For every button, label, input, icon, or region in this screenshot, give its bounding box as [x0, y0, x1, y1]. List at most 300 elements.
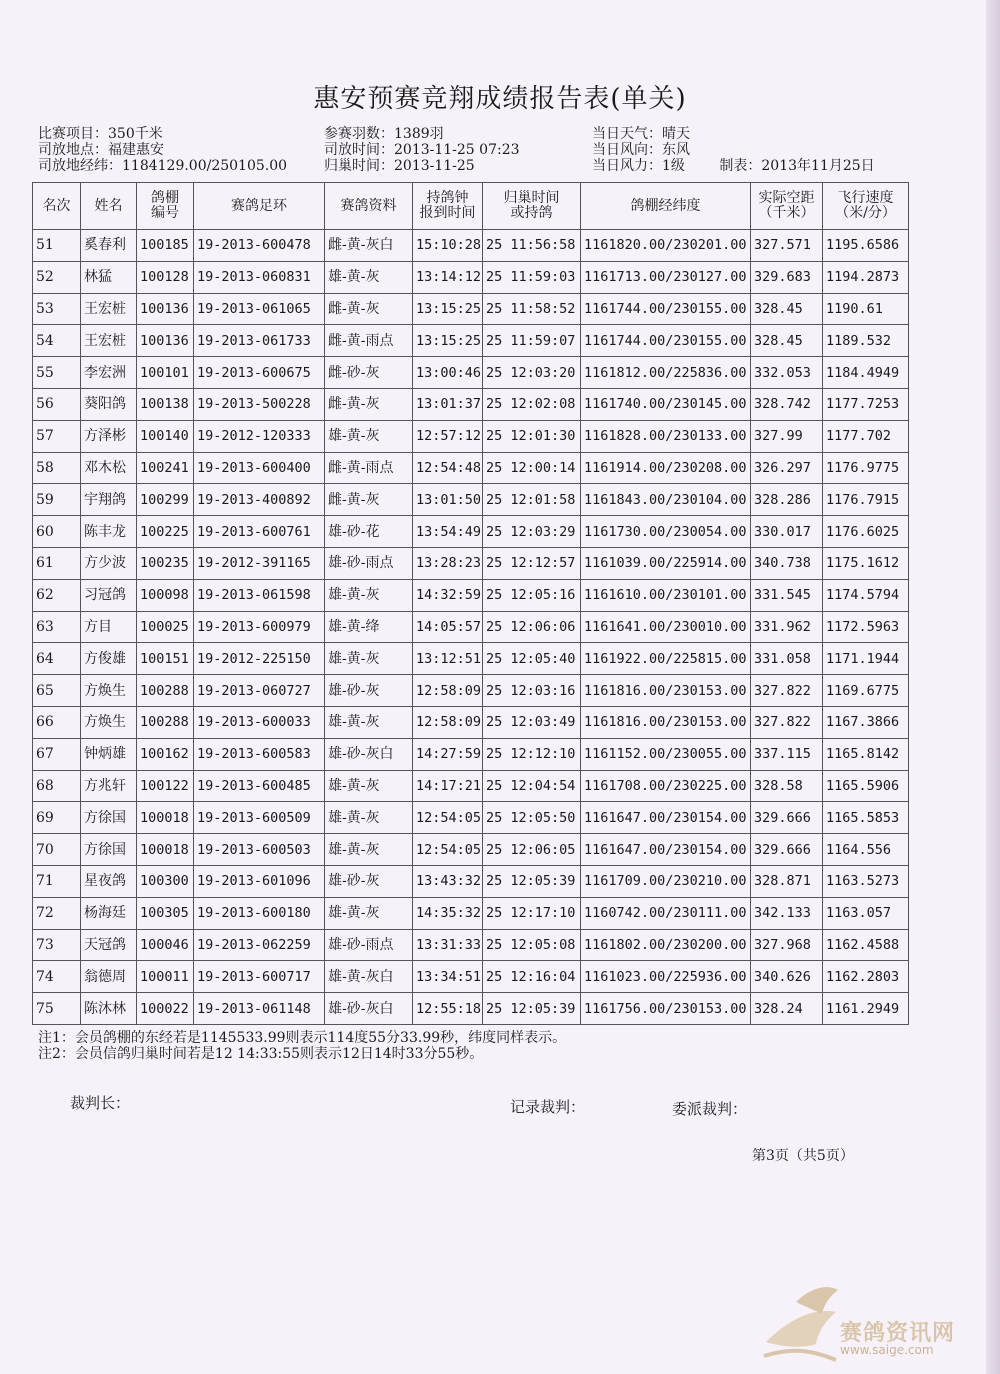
table-row: [33, 961, 909, 993]
cell-return-time: 25 11:58:52: [483, 293, 581, 325]
cell-clock-time: 12:58:09: [413, 675, 483, 707]
cell-name: 方徐国: [81, 802, 137, 834]
cell-rank: 69: [33, 802, 81, 834]
cell-coords: 1160742.00/230111.00: [581, 897, 751, 929]
cell-ring: 19-2012-225150: [194, 643, 325, 675]
cell-coords: 1161816.00/230153.00: [581, 706, 751, 738]
cell-loft-id: 100011: [137, 961, 194, 993]
cell-distance: 328.45: [751, 325, 823, 357]
cell-bird-info: 雄-黄-灰: [325, 802, 413, 834]
cell-speed: 1163.057: [823, 897, 909, 929]
cell-rank: 63: [33, 611, 81, 643]
table-row: [33, 643, 909, 675]
cell-loft-id: 100241: [137, 452, 194, 484]
cell-rank: 62: [33, 579, 81, 611]
cell-loft-id: 100025: [137, 611, 194, 643]
cell-speed: 1184.4949: [823, 357, 909, 389]
cell-name: 邓木松: [81, 452, 137, 484]
cell-bird-info: 雄-砂-灰: [325, 675, 413, 707]
cell-bird-info: 雌-黄-灰: [325, 484, 413, 516]
table-row: [33, 420, 909, 452]
cell-return-time: 25 12:16:04: [483, 961, 581, 993]
cell-speed: 1176.7915: [823, 484, 909, 516]
cell-distance: 330.017: [751, 516, 823, 548]
cell-distance: 327.822: [751, 675, 823, 707]
cell-bird-info: 雄-黄-灰: [325, 261, 413, 293]
cell-loft-id: 100225: [137, 516, 194, 548]
cell-ring: 19-2013-600761: [194, 516, 325, 548]
cell-clock-time: 13:15:25: [413, 293, 483, 325]
cell-loft-id: 100138: [137, 388, 194, 420]
cell-ring: 19-2013-600717: [194, 961, 325, 993]
entries-count: 参赛羽数：1389羽: [324, 126, 444, 142]
cell-ring: 19-2013-600180: [194, 897, 325, 929]
table-row: [33, 516, 909, 548]
header-bird-info: 赛鸽资料: [325, 183, 413, 230]
cell-rank: 57: [33, 420, 81, 452]
cell-clock-time: 13:31:33: [413, 929, 483, 961]
cell-coords: 1161740.00/230145.00: [581, 388, 751, 420]
notes: [38, 1030, 566, 1062]
cell-clock-time: 13:15:25: [413, 325, 483, 357]
release-place: 司放地点：福建惠安: [38, 142, 164, 158]
cell-ring: 19-2013-061148: [194, 993, 325, 1025]
cell-coords: 1161843.00/230104.00: [581, 484, 751, 516]
recorder-judge-label: 记录裁判：: [510, 1098, 586, 1116]
cell-clock-time: 13:28:23: [413, 547, 483, 579]
cell-name: 习冠鸽: [81, 579, 137, 611]
cell-distance: 329.683: [751, 261, 823, 293]
table-row: [33, 897, 909, 929]
cell-return-time: 25 12:03:29: [483, 516, 581, 548]
event-label: 比赛项目：350千米: [38, 126, 163, 142]
cell-name: 方焕生: [81, 675, 137, 707]
cell-loft-id: 100101: [137, 357, 194, 389]
cell-return-time: 25 11:56:58: [483, 230, 581, 262]
cell-clock-time: 12:57:12: [413, 420, 483, 452]
cell-bird-info: 雌-黄-灰白: [325, 230, 413, 262]
cell-name: 陈丰龙: [81, 516, 137, 548]
cell-rank: 66: [33, 706, 81, 738]
cell-ring: 19-2013-062259: [194, 929, 325, 961]
cell-ring: 19-2013-601096: [194, 865, 325, 897]
cell-name: 方少波: [81, 547, 137, 579]
cell-loft-id: 100046: [137, 929, 194, 961]
note-2: 注2：会员信鸽归巢时间若是12 14:33:55则表示12日14时33分55秒。: [38, 1046, 484, 1062]
cell-bird-info: 雌-黄-灰: [325, 388, 413, 420]
cell-rank: 67: [33, 738, 81, 770]
cell-speed: 1176.6025: [823, 516, 909, 548]
table-row: [33, 357, 909, 389]
cell-clock-time: 13:43:32: [413, 865, 483, 897]
cell-bird-info: 雄-砂-灰白: [325, 738, 413, 770]
cell-ring: 19-2012-391165: [194, 547, 325, 579]
cell-coords: 1161744.00/230155.00: [581, 325, 751, 357]
cell-ring: 19-2013-600509: [194, 802, 325, 834]
cell-return-time: 25 12:01:30: [483, 420, 581, 452]
cell-rank: 53: [33, 293, 81, 325]
cell-name: 李宏洲: [81, 357, 137, 389]
cell-bird-info: 雄-砂-灰白: [325, 993, 413, 1025]
cell-name: 方兆轩: [81, 770, 137, 802]
table-row: [33, 484, 909, 516]
cell-ring: 19-2013-600583: [194, 738, 325, 770]
cell-bird-info: 雄-黄-灰: [325, 770, 413, 802]
cell-loft-id: 100122: [137, 770, 194, 802]
header-return-time: 归巢时间 或持鸽: [483, 183, 581, 230]
cell-name: 方焕生: [81, 706, 137, 738]
header-clock-time: 持鸽钟 报到时间: [413, 183, 483, 230]
cell-return-time: 25 12:03:49: [483, 706, 581, 738]
cell-distance: 328.45: [751, 293, 823, 325]
cell-return-time: 25 12:05:50: [483, 802, 581, 834]
header-coords: 鸽棚经纬度: [581, 183, 751, 230]
cell-distance: 328.871: [751, 865, 823, 897]
cell-distance: 337.115: [751, 738, 823, 770]
cell-speed: 1172.5963: [823, 611, 909, 643]
cell-loft-id: 100299: [137, 484, 194, 516]
cell-return-time: 25 12:05:08: [483, 929, 581, 961]
cell-return-time: 25 12:12:10: [483, 738, 581, 770]
cell-distance: 327.822: [751, 706, 823, 738]
cell-clock-time: 13:00:46: [413, 357, 483, 389]
cell-return-time: 25 12:00:14: [483, 452, 581, 484]
cell-ring: 19-2013-600478: [194, 230, 325, 262]
cell-speed: 1169.6775: [823, 675, 909, 707]
cell-distance: 327.968: [751, 929, 823, 961]
wind-force: 当日风力：1级: [592, 158, 685, 174]
cell-return-time: 25 12:17:10: [483, 897, 581, 929]
cell-loft-id: 100022: [137, 993, 194, 1025]
cell-speed: 1165.5853: [823, 802, 909, 834]
table-row: [33, 738, 909, 770]
cell-coords: 1161828.00/230133.00: [581, 420, 751, 452]
weather: 当日天气：晴天: [592, 126, 690, 142]
cell-rank: 60: [33, 516, 81, 548]
cell-clock-time: 13:01:50: [413, 484, 483, 516]
cell-return-time: 25 12:05:40: [483, 643, 581, 675]
cell-return-time: 25 12:01:58: [483, 484, 581, 516]
cell-name: 方俊雄: [81, 643, 137, 675]
cell-return-time: 25 12:03:16: [483, 675, 581, 707]
cell-ring: 19-2013-600503: [194, 834, 325, 866]
cell-rank: 59: [33, 484, 81, 516]
cell-speed: 1163.5273: [823, 865, 909, 897]
table-row: [33, 611, 909, 643]
cell-ring: 19-2013-061598: [194, 579, 325, 611]
cell-loft-id: 100300: [137, 865, 194, 897]
cell-bird-info: 雄-砂-雨点: [325, 547, 413, 579]
page-number: 第3页（共5页）: [752, 1148, 854, 1164]
cell-speed: 1176.9775: [823, 452, 909, 484]
meta-col-1: [38, 126, 287, 174]
cell-return-time: 25 12:05:16: [483, 579, 581, 611]
table-row: [33, 865, 909, 897]
cell-rank: 65: [33, 675, 81, 707]
cell-clock-time: 12:54:05: [413, 802, 483, 834]
cell-ring: 19-2013-600979: [194, 611, 325, 643]
cell-return-time: 25 11:59:03: [483, 261, 581, 293]
cell-name: 王宏桩: [81, 293, 137, 325]
cell-clock-time: 14:17:21: [413, 770, 483, 802]
results-table: [32, 182, 909, 1025]
cell-ring: 19-2013-061733: [194, 325, 325, 357]
cell-loft-id: 100162: [137, 738, 194, 770]
cell-return-time: 25 11:59:07: [483, 325, 581, 357]
cell-name: 星夜鸽: [81, 865, 137, 897]
cell-ring: 19-2013-060727: [194, 675, 325, 707]
cell-bird-info: 雄-黄-灰: [325, 643, 413, 675]
cell-bird-info: 雄-黄-灰白: [325, 961, 413, 993]
cell-distance: 328.58: [751, 770, 823, 802]
table-row: [33, 579, 909, 611]
header-ring: 赛鸽足环: [194, 183, 325, 230]
cell-return-time: 25 12:05:39: [483, 993, 581, 1025]
cell-rank: 61: [33, 547, 81, 579]
cell-name: 宇翔鸽: [81, 484, 137, 516]
cell-speed: 1164.556: [823, 834, 909, 866]
cell-distance: 327.571: [751, 230, 823, 262]
cell-speed: 1167.3866: [823, 706, 909, 738]
table-row: [33, 993, 909, 1025]
cell-coords: 1161708.00/230225.00: [581, 770, 751, 802]
cell-return-time: 25 12:06:05: [483, 834, 581, 866]
cell-clock-time: 14:05:57: [413, 611, 483, 643]
cell-ring: 19-2013-600400: [194, 452, 325, 484]
cell-loft-id: 100136: [137, 325, 194, 357]
meta-col-3: [592, 126, 875, 174]
cell-ring: 19-2013-500228: [194, 388, 325, 420]
cell-rank: 52: [33, 261, 81, 293]
cell-distance: 340.626: [751, 961, 823, 993]
cell-distance: 331.058: [751, 643, 823, 675]
chief-judge-label: 裁判长：: [70, 1094, 131, 1112]
cell-distance: 327.99: [751, 420, 823, 452]
cell-loft-id: 100235: [137, 547, 194, 579]
cell-coords: 1161756.00/230153.00: [581, 993, 751, 1025]
table-row: [33, 388, 909, 420]
cell-rank: 75: [33, 993, 81, 1025]
cell-speed: 1194.2873: [823, 261, 909, 293]
cell-coords: 1161820.00/230201.00: [581, 230, 751, 262]
table-row: [33, 452, 909, 484]
cell-coords: 1161610.00/230101.00: [581, 579, 751, 611]
cell-loft-id: 100128: [137, 261, 194, 293]
cell-rank: 70: [33, 834, 81, 866]
cell-clock-time: 13:54:49: [413, 516, 483, 548]
cell-return-time: 25 12:12:57: [483, 547, 581, 579]
cell-distance: 340.738: [751, 547, 823, 579]
cell-ring: 19-2013-600675: [194, 357, 325, 389]
cell-distance: 328.286: [751, 484, 823, 516]
table-row: [33, 547, 909, 579]
cell-distance: 332.053: [751, 357, 823, 389]
report-title: 惠安预赛竞翔成绩报告表(单关): [313, 84, 687, 114]
cell-name: 奚春利: [81, 230, 137, 262]
cell-loft-id: 100185: [137, 230, 194, 262]
cell-speed: 1165.5906: [823, 770, 909, 802]
header-name: 姓名: [81, 183, 137, 230]
cell-speed: 1161.2949: [823, 993, 909, 1025]
cell-distance: 326.297: [751, 452, 823, 484]
cell-ring: 19-2013-061065: [194, 293, 325, 325]
header-speed: 飞行速度 （米/分）: [823, 183, 909, 230]
cell-name: 陈沐林: [81, 993, 137, 1025]
cell-bird-info: 雄-砂-雨点: [325, 929, 413, 961]
cell-coords: 1161812.00/225836.00: [581, 357, 751, 389]
cell-bird-info: 雄-黄-灰: [325, 897, 413, 929]
cell-name: 方目: [81, 611, 137, 643]
cell-loft-id: 100018: [137, 834, 194, 866]
cell-distance: 328.742: [751, 388, 823, 420]
cell-coords: 1161647.00/230154.00: [581, 802, 751, 834]
cell-speed: 1171.1944: [823, 643, 909, 675]
cell-loft-id: 100305: [137, 897, 194, 929]
cell-coords: 1161647.00/230154.00: [581, 834, 751, 866]
cell-coords: 1161713.00/230127.00: [581, 261, 751, 293]
cell-distance: 331.962: [751, 611, 823, 643]
cell-bird-info: 雄-黄-灰: [325, 579, 413, 611]
return-time: 归巢时间：2013-11-25: [324, 158, 475, 174]
table-row: [33, 675, 909, 707]
cell-distance: 342.133: [751, 897, 823, 929]
cell-return-time: 25 12:02:08: [483, 388, 581, 420]
cell-name: 翁德周: [81, 961, 137, 993]
cell-name: 杨海廷: [81, 897, 137, 929]
cell-ring: 19-2013-600033: [194, 706, 325, 738]
release-coords: 司放地经纬：1184129.00/250105.00: [38, 158, 288, 174]
cell-rank: 55: [33, 357, 81, 389]
cell-ring: 19-2013-060831: [194, 261, 325, 293]
cell-clock-time: 13:34:51: [413, 961, 483, 993]
prepared-date: 制表：2013年11月25日: [719, 158, 875, 174]
cell-clock-time: 14:27:59: [413, 738, 483, 770]
cell-rank: 64: [33, 643, 81, 675]
cell-speed: 1162.4588: [823, 929, 909, 961]
header-loft-id: 鸽棚 编号: [137, 183, 194, 230]
table-row: [33, 293, 909, 325]
cell-coords: 1161922.00/225815.00: [581, 643, 751, 675]
cell-coords: 1161802.00/230200.00: [581, 929, 751, 961]
cell-clock-time: 13:01:37: [413, 388, 483, 420]
cell-name: 葵阳鸽: [81, 388, 137, 420]
cell-return-time: 25 12:03:20: [483, 357, 581, 389]
cell-coords: 1161914.00/230208.00: [581, 452, 751, 484]
cell-bird-info: 雄-砂-灰: [325, 865, 413, 897]
cell-ring: 19-2013-400892: [194, 484, 325, 516]
cell-clock-time: 13:12:51: [413, 643, 483, 675]
cell-rank: 73: [33, 929, 81, 961]
watermark-url: www.saige.com: [840, 1343, 934, 1357]
cell-distance: 329.666: [751, 802, 823, 834]
cell-clock-time: 12:58:09: [413, 706, 483, 738]
table-row: [33, 261, 909, 293]
cell-coords: 1161744.00/230155.00: [581, 293, 751, 325]
cell-speed: 1190.61: [823, 293, 909, 325]
cell-bird-info: 雄-黄-灰: [325, 834, 413, 866]
watermark-name: 赛鸽资讯网: [840, 1321, 956, 1346]
cell-loft-id: 100288: [137, 675, 194, 707]
cell-bird-info: 雌-黄-雨点: [325, 452, 413, 484]
cell-coords: 1161023.00/225936.00: [581, 961, 751, 993]
cell-name: 王宏桩: [81, 325, 137, 357]
cell-bird-info: 雌-砂-灰: [325, 357, 413, 389]
cell-rank: 71: [33, 865, 81, 897]
cell-ring: 19-2013-600485: [194, 770, 325, 802]
cell-clock-time: 12:55:18: [413, 993, 483, 1025]
cell-loft-id: 100098: [137, 579, 194, 611]
cell-coords: 1161641.00/230010.00: [581, 611, 751, 643]
table-row: [33, 802, 909, 834]
cell-return-time: 25 12:05:39: [483, 865, 581, 897]
cell-loft-id: 100288: [137, 706, 194, 738]
cell-loft-id: 100140: [137, 420, 194, 452]
table-row: [33, 325, 909, 357]
cell-rank: 51: [33, 230, 81, 262]
cell-rank: 68: [33, 770, 81, 802]
table-row: [33, 706, 909, 738]
cell-coords: 1161730.00/230054.00: [581, 516, 751, 548]
cell-distance: 331.545: [751, 579, 823, 611]
table-row: [33, 929, 909, 961]
cell-name: 林猛: [81, 261, 137, 293]
note-1: 注1：会员鸽棚的东经若是1145533.99则表示114度55分33.99秒，纬度同样表示。: [38, 1030, 567, 1046]
cell-return-time: 25 12:04:54: [483, 770, 581, 802]
cell-loft-id: 100151: [137, 643, 194, 675]
cell-clock-time: 12:54:05: [413, 834, 483, 866]
cell-speed: 1165.8142: [823, 738, 909, 770]
cell-rank: 74: [33, 961, 81, 993]
cell-coords: 1161152.00/230055.00: [581, 738, 751, 770]
delegate-judge-label: 委派裁判：: [672, 1100, 748, 1118]
table-row: [33, 230, 909, 262]
table-row: [33, 834, 909, 866]
cell-distance: 329.666: [751, 834, 823, 866]
header-distance: 实际空距 （千米）: [751, 183, 823, 230]
cell-loft-id: 100018: [137, 802, 194, 834]
cell-bird-info: 雌-黄-灰: [325, 293, 413, 325]
cell-ring: 19-2012-120333: [194, 420, 325, 452]
cell-speed: 1177.702: [823, 420, 909, 452]
cell-bird-info: 雄-黄-灰: [325, 420, 413, 452]
cell-clock-time: 15:10:28: [413, 230, 483, 262]
cell-loft-id: 100136: [137, 293, 194, 325]
cell-name: 方泽彬: [81, 420, 137, 452]
cell-coords: 1161039.00/225914.00: [581, 547, 751, 579]
release-time: 司放时间：2013-11-25 07:23: [324, 142, 520, 158]
cell-clock-time: 14:35:32: [413, 897, 483, 929]
wind-direction: 当日风向：东风: [592, 142, 690, 158]
page-edge: [986, 0, 1000, 1374]
cell-speed: 1175.1612: [823, 547, 909, 579]
cell-speed: 1195.6586: [823, 230, 909, 262]
cell-rank: 58: [33, 452, 81, 484]
cell-distance: 328.24: [751, 993, 823, 1025]
cell-rank: 56: [33, 388, 81, 420]
header-rank: 名次: [33, 183, 81, 230]
meta-col-2: [324, 126, 520, 174]
cell-return-time: 25 12:06:06: [483, 611, 581, 643]
cell-bird-info: 雄-黄-绛: [325, 611, 413, 643]
cell-bird-info: 雄-黄-灰: [325, 706, 413, 738]
cell-speed: 1189.532: [823, 325, 909, 357]
table-header-row: [33, 183, 909, 230]
cell-coords: 1161816.00/230153.00: [581, 675, 751, 707]
cell-rank: 54: [33, 325, 81, 357]
cell-clock-time: 14:32:59: [413, 579, 483, 611]
cell-name: 方徐国: [81, 834, 137, 866]
cell-clock-time: 13:14:12: [413, 261, 483, 293]
